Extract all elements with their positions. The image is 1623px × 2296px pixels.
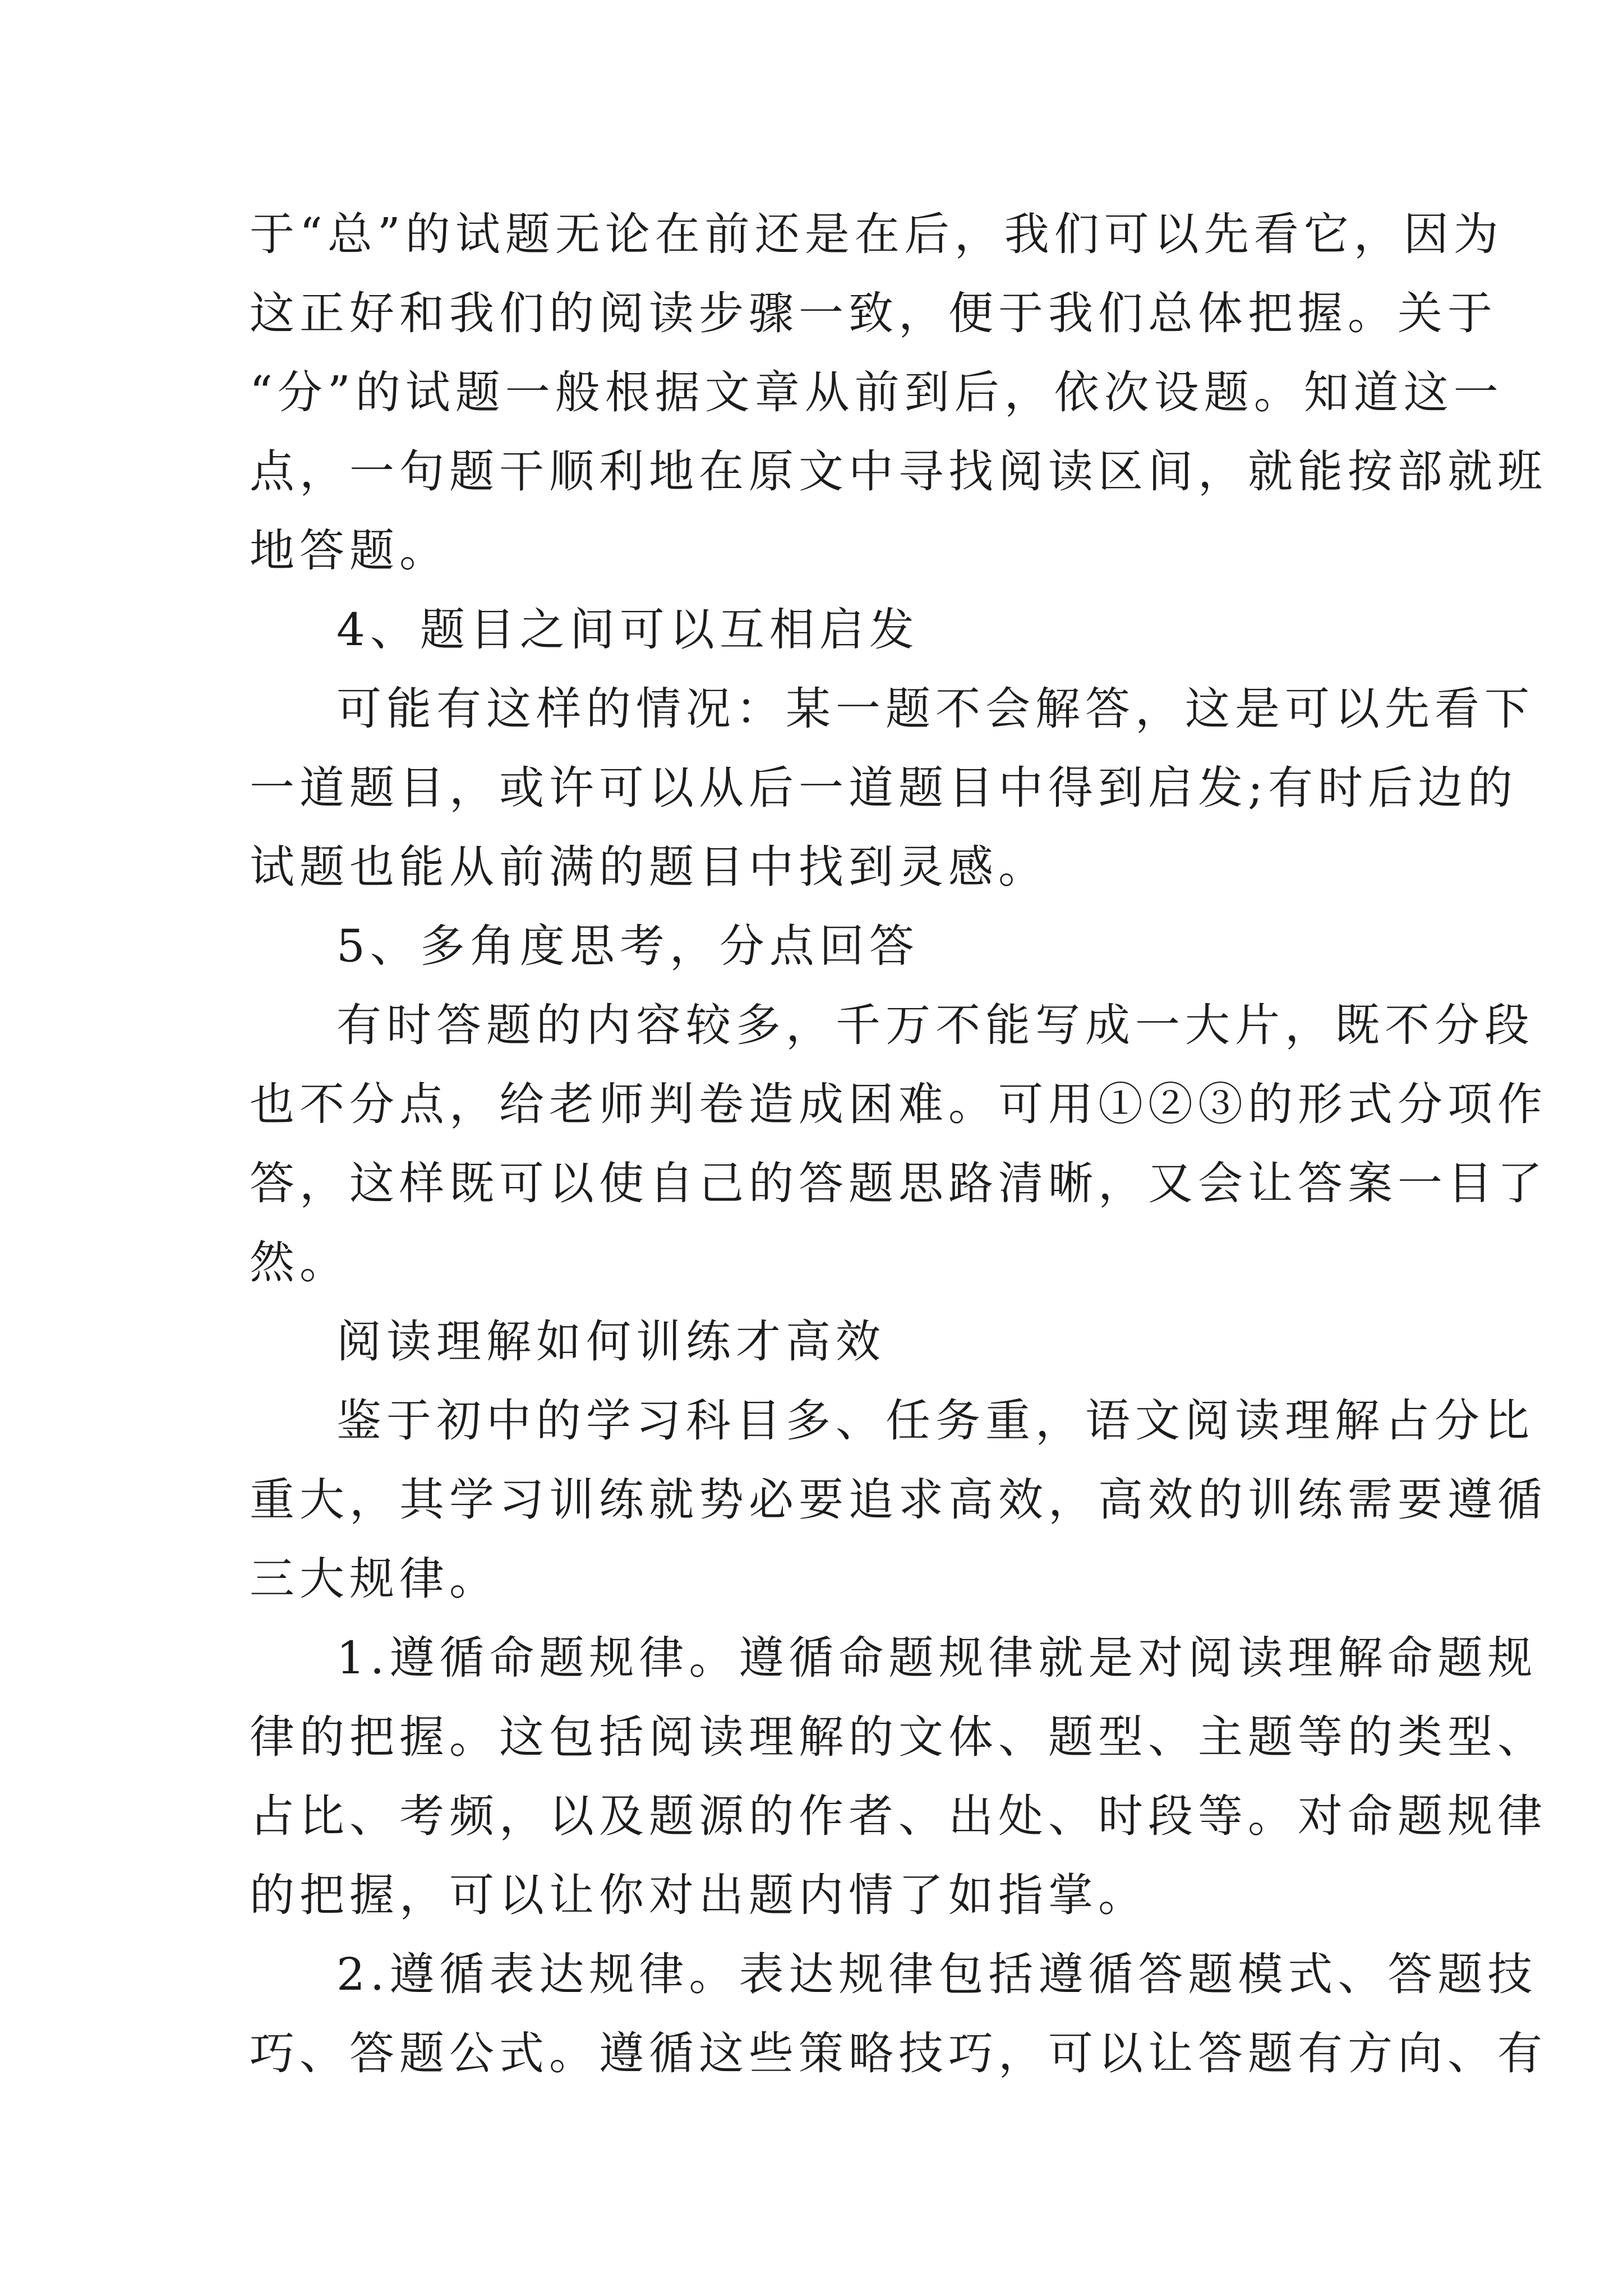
paragraph-line: 地答题。 bbox=[250, 524, 449, 577]
paragraph-line: 重大，其学习训练就势必要追求高效，高效的训练需要遵循 bbox=[250, 1474, 1547, 1526]
paragraph-line: “分”的试题一般根据文章从前到后，依次设题。知道这一 bbox=[250, 366, 1504, 418]
section-heading: 5、多角度思考，分点回答 bbox=[336, 920, 919, 972]
paragraph-line: 有时答题的内容较多，千万不能写成一大片，既不分段 bbox=[336, 999, 1534, 1051]
paragraph-line: 巧、答题公式。遵循这些策略技巧，可以让答题有方向、有 bbox=[250, 2027, 1547, 2079]
paragraph-line: 于“总”的试题无论在前还是在后，我们可以先看它，因为 bbox=[250, 208, 1504, 260]
paragraph-line: 试题也能从前满的题目中找到灵感。 bbox=[250, 841, 1048, 893]
section-heading: 4、题目之间可以互相启发 bbox=[336, 604, 919, 656]
paragraph-line: 的把握，可以让你对出题内情了如指掌。 bbox=[250, 1869, 1148, 1921]
paragraph-line: 这正好和我们的阅读步骤一致，便于我们总体把握。关于 bbox=[250, 287, 1497, 339]
paragraph-line: 点，一句题干顺利地在原文中寻找阅读区间，就能按部就班 bbox=[250, 445, 1547, 498]
paragraph-line: 2.遵循表达规律。表达规律包括遵循答题模式、答题技 bbox=[336, 1948, 1538, 2000]
paragraph-line: 答，这样既可以使自己的答题思路清晰，又会让答案一目了 bbox=[250, 1157, 1547, 1209]
section-heading: 阅读理解如何训练才高效 bbox=[336, 1315, 886, 1368]
paragraph-line: 一道题目，或许可以从后一道题目中得到启发;有时后边的 bbox=[250, 762, 1518, 814]
paragraph-line: 律的把握。这包括阅读理解的文体、题型、主题等的类型、 bbox=[250, 1711, 1547, 1763]
paragraph-line: 也不分点，给老师判卷造成困难。可用①②③的形式分项作 bbox=[250, 1078, 1547, 1130]
paragraph-line: 占比、考频，以及题源的作者、出处、时段等。对命题规律 bbox=[250, 1790, 1547, 1842]
paragraph-line: 1.遵循命题规律。遵循命题规律就是对阅读理解命题规 bbox=[336, 1632, 1538, 1684]
paragraph-line: 然。 bbox=[250, 1236, 349, 1289]
paragraph-line: 三大规律。 bbox=[250, 1553, 499, 1605]
paragraph-line: 鉴于初中的学习科目多、任务重，语文阅读理解占分比 bbox=[336, 1395, 1534, 1447]
paragraph-line: 可能有这样的情况：某一题不会解答，这是可以先看下 bbox=[336, 683, 1534, 735]
